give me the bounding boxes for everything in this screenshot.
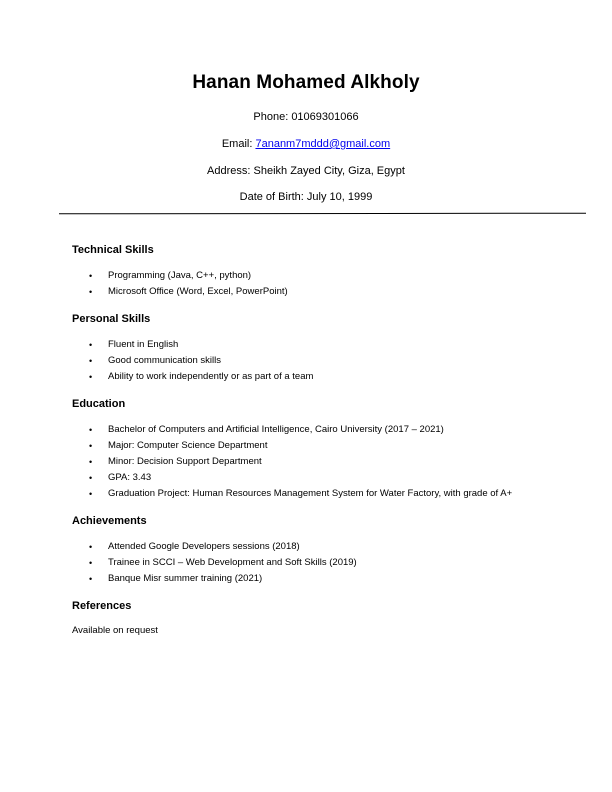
bullet-icon: • [89,340,93,350]
bullet-icon: • [89,356,93,366]
bullet-icon: • [89,542,93,552]
phone-line [0,110,612,124]
bullet-icon: • [89,372,93,382]
bullet-icon: • [89,489,93,499]
bullet-icon: • [89,425,93,435]
email-label: Email: [221,138,256,150]
bullet-icon: • [89,441,93,451]
dob-value: July 10, 1999 [306,191,373,203]
bullet-icon: • [89,271,93,281]
section-title-personal-skills: Personal Skills [72,313,151,325]
email-link[interactable]: 7ananm7mddd@gmail.com [255,138,391,150]
bullet-icon: • [89,574,93,584]
bullet-icon: • [89,457,93,467]
address-label: Address: [207,165,254,177]
bullet-icon: • [89,287,93,297]
address-line [0,164,612,178]
section-title-technical-skills: Technical Skills [72,244,154,256]
page-title: Hanan Mohamed Alkholy [192,72,420,93]
section-title-achievements: Achievements [72,515,147,527]
dob-line [0,190,612,204]
bullet-icon: • [89,558,93,568]
section-title-references: References [72,600,132,612]
section-title-education: Education [72,398,126,410]
bullet-icon: • [89,473,93,483]
dob-label: Date of Birth: [239,191,307,203]
address-value: Sheikh Zayed City, Giza, Egypt [253,165,405,177]
phone-value: 01069301066 [291,111,359,123]
references-text: Available on request [72,625,158,636]
email-line [0,137,612,151]
header-divider [59,213,586,215]
phone-label: Phone: [253,111,292,123]
